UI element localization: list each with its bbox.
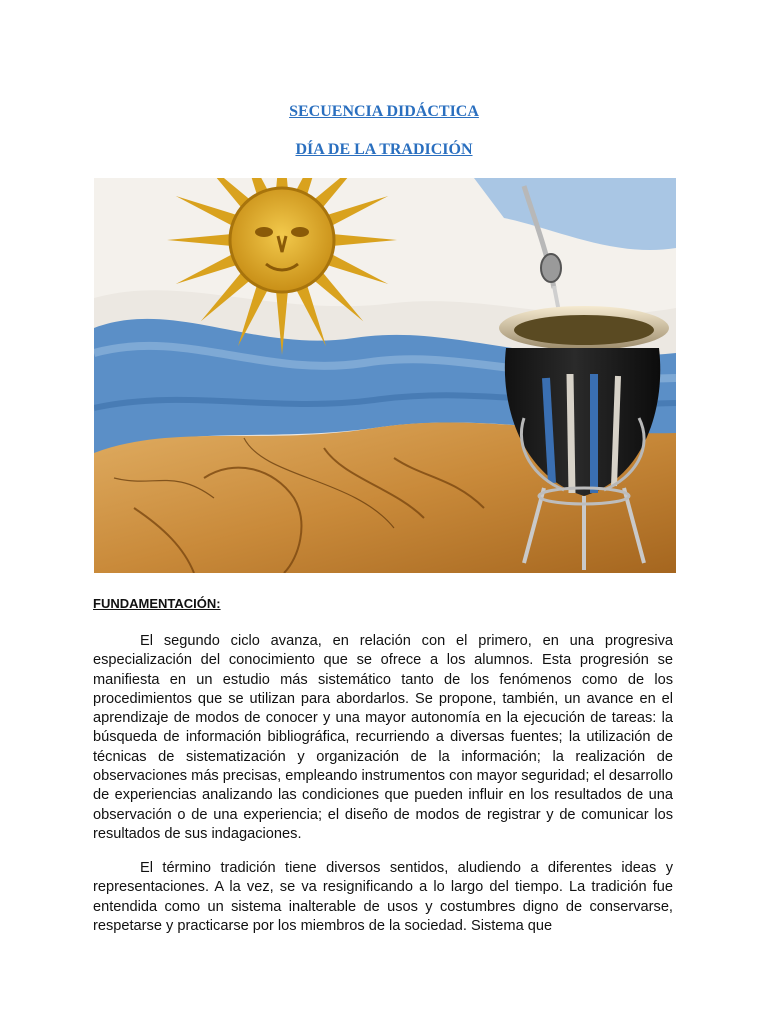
paragraph: El segundo ciclo avanza, en relación con el primero, en una progresiva especialización del conocimiento que se ofrece a los alumnos. Esta progresión se manifiesta en un estudio más sistemático tanto de los fenómenos como de los procedimientos que se utilizan para abordarlos. Se propone, también, un avance en el aprendizaje de modos de conocer y una mayor autonomía en la ejecución de tareas: la búsqueda de información bibliográfica, recurriendo a diversas fuentes; la utilización de técnicas de sistematización y organización de la información; la realización de observaciones más precisas, empleando instrumentos con mayor seguridad; el desarrollo de experiencias analizando las condiciones que pueden influir en los resultados de una observación o de una experiencia; el diseño de modos de registrar y de comunicar los resultados de sus indagaciones. (93, 633, 673, 842)
hero-image (94, 178, 676, 573)
paragraph: El término tradición tiene diversos sentidos, aludiendo a diferentes ideas y representaciones. A la vez, se va resignificando a lo largo del tiempo. La tradición fue entendida como un sistema inalterable de usos y costumbres digno de conservarse, respetarse y practicarse por los miembros de la sociedad. Sistema que (93, 860, 673, 934)
document-title: SECUENCIA DIDÁCTICA (289, 103, 479, 120)
document-subtitle: DÍA DE LA TRADICIÓN (295, 141, 473, 158)
section-heading: FUNDAMENTACIÓN: (93, 596, 221, 611)
